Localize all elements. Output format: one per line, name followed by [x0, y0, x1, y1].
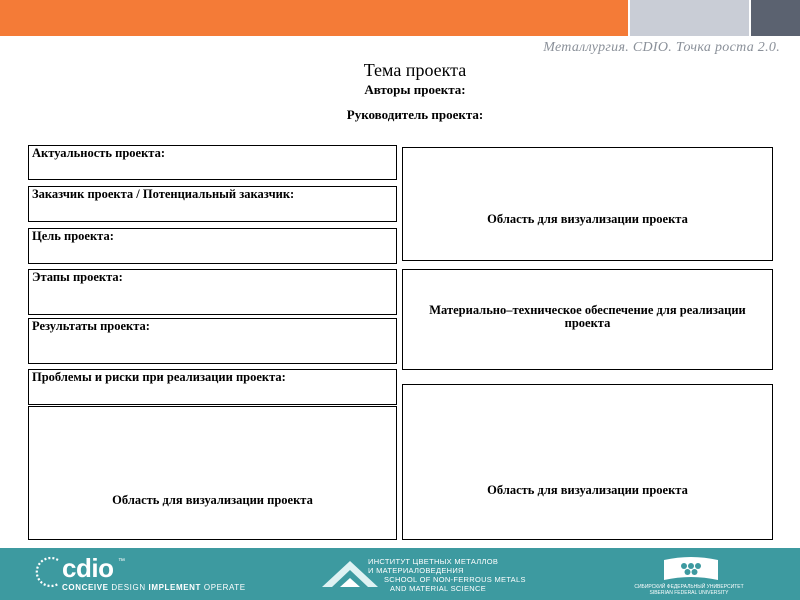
risks-label: Проблемы и риски при реализации проекта:	[32, 370, 286, 384]
goal-label: Цель проекта:	[32, 229, 114, 243]
right-visualization-top-label: Область для визуализации проекта	[487, 212, 688, 226]
results-label: Результаты проекта:	[32, 319, 150, 333]
tagline-design: DESIGN	[111, 583, 146, 592]
relevance-label: Актуальность проекта:	[32, 146, 166, 160]
left-visualization-label: Область для визуализации проекта	[112, 493, 313, 507]
right-visualization-top-area[interactable]	[402, 147, 773, 261]
cdio-trademark: ™	[118, 558, 125, 565]
relevance-box[interactable]	[28, 145, 397, 180]
stages-box[interactable]	[28, 269, 397, 315]
stages-label: Этапы проекта:	[32, 270, 123, 284]
institute-line-1: ИНСТИТУТ ЦВЕТНЫХ МЕТАЛЛОВ	[368, 557, 499, 566]
university-line-1: СИБИРСКИЙ ФЕДЕРАЛЬНЫЙ УНИВЕРСИТЕТ	[634, 584, 744, 590]
cdio-tagline	[62, 583, 246, 592]
risks-box[interactable]	[28, 369, 397, 405]
university-line-2: SIBERIAN FEDERAL UNIVERSITY	[649, 590, 729, 596]
university-logo-icon	[662, 556, 720, 582]
right-visualization-bottom-area[interactable]	[402, 384, 773, 540]
tagline-conceive: CONCEIVE	[62, 583, 109, 592]
header-dark-block	[751, 0, 800, 36]
results-box[interactable]	[28, 318, 397, 364]
institute-name	[368, 557, 526, 593]
cdio-wordmark: cdio	[62, 553, 114, 583]
header-orange-bar	[0, 0, 628, 36]
customer-label: Заказчик проекта / Потенциальный заказчик:	[32, 187, 295, 201]
project-title[interactable]: Тема проекта	[363, 60, 467, 80]
university-name	[614, 584, 764, 596]
institute-line-2: И МАТЕРИАЛОВЕДЕНИЯ	[368, 566, 464, 575]
institute-line-4: AND MATERIAL SCIENCE	[390, 584, 487, 593]
tagline-implement: IMPLEMENT	[148, 583, 202, 592]
project-authors-label[interactable]: Авторы проекта:	[364, 82, 466, 97]
logistics-area[interactable]	[402, 269, 773, 370]
customer-box[interactable]	[28, 186, 397, 222]
goal-box[interactable]	[28, 228, 397, 264]
logistics-label: Материально–техническое обеспечение для реализации проекта	[429, 303, 746, 330]
institute-line-3: SCHOOL OF NON-FERROUS METALS	[384, 575, 526, 584]
brand-line: Металлургия. CDIO. Точка роста 2.0.	[543, 40, 780, 55]
project-leader-label[interactable]: Руководитель проекта:	[346, 107, 484, 122]
header-light-block	[630, 0, 749, 36]
left-visualization-area[interactable]	[28, 406, 397, 540]
tagline-operate: OPERATE	[203, 583, 246, 592]
right-visualization-bottom-label: Область для визуализации проекта	[487, 483, 688, 497]
